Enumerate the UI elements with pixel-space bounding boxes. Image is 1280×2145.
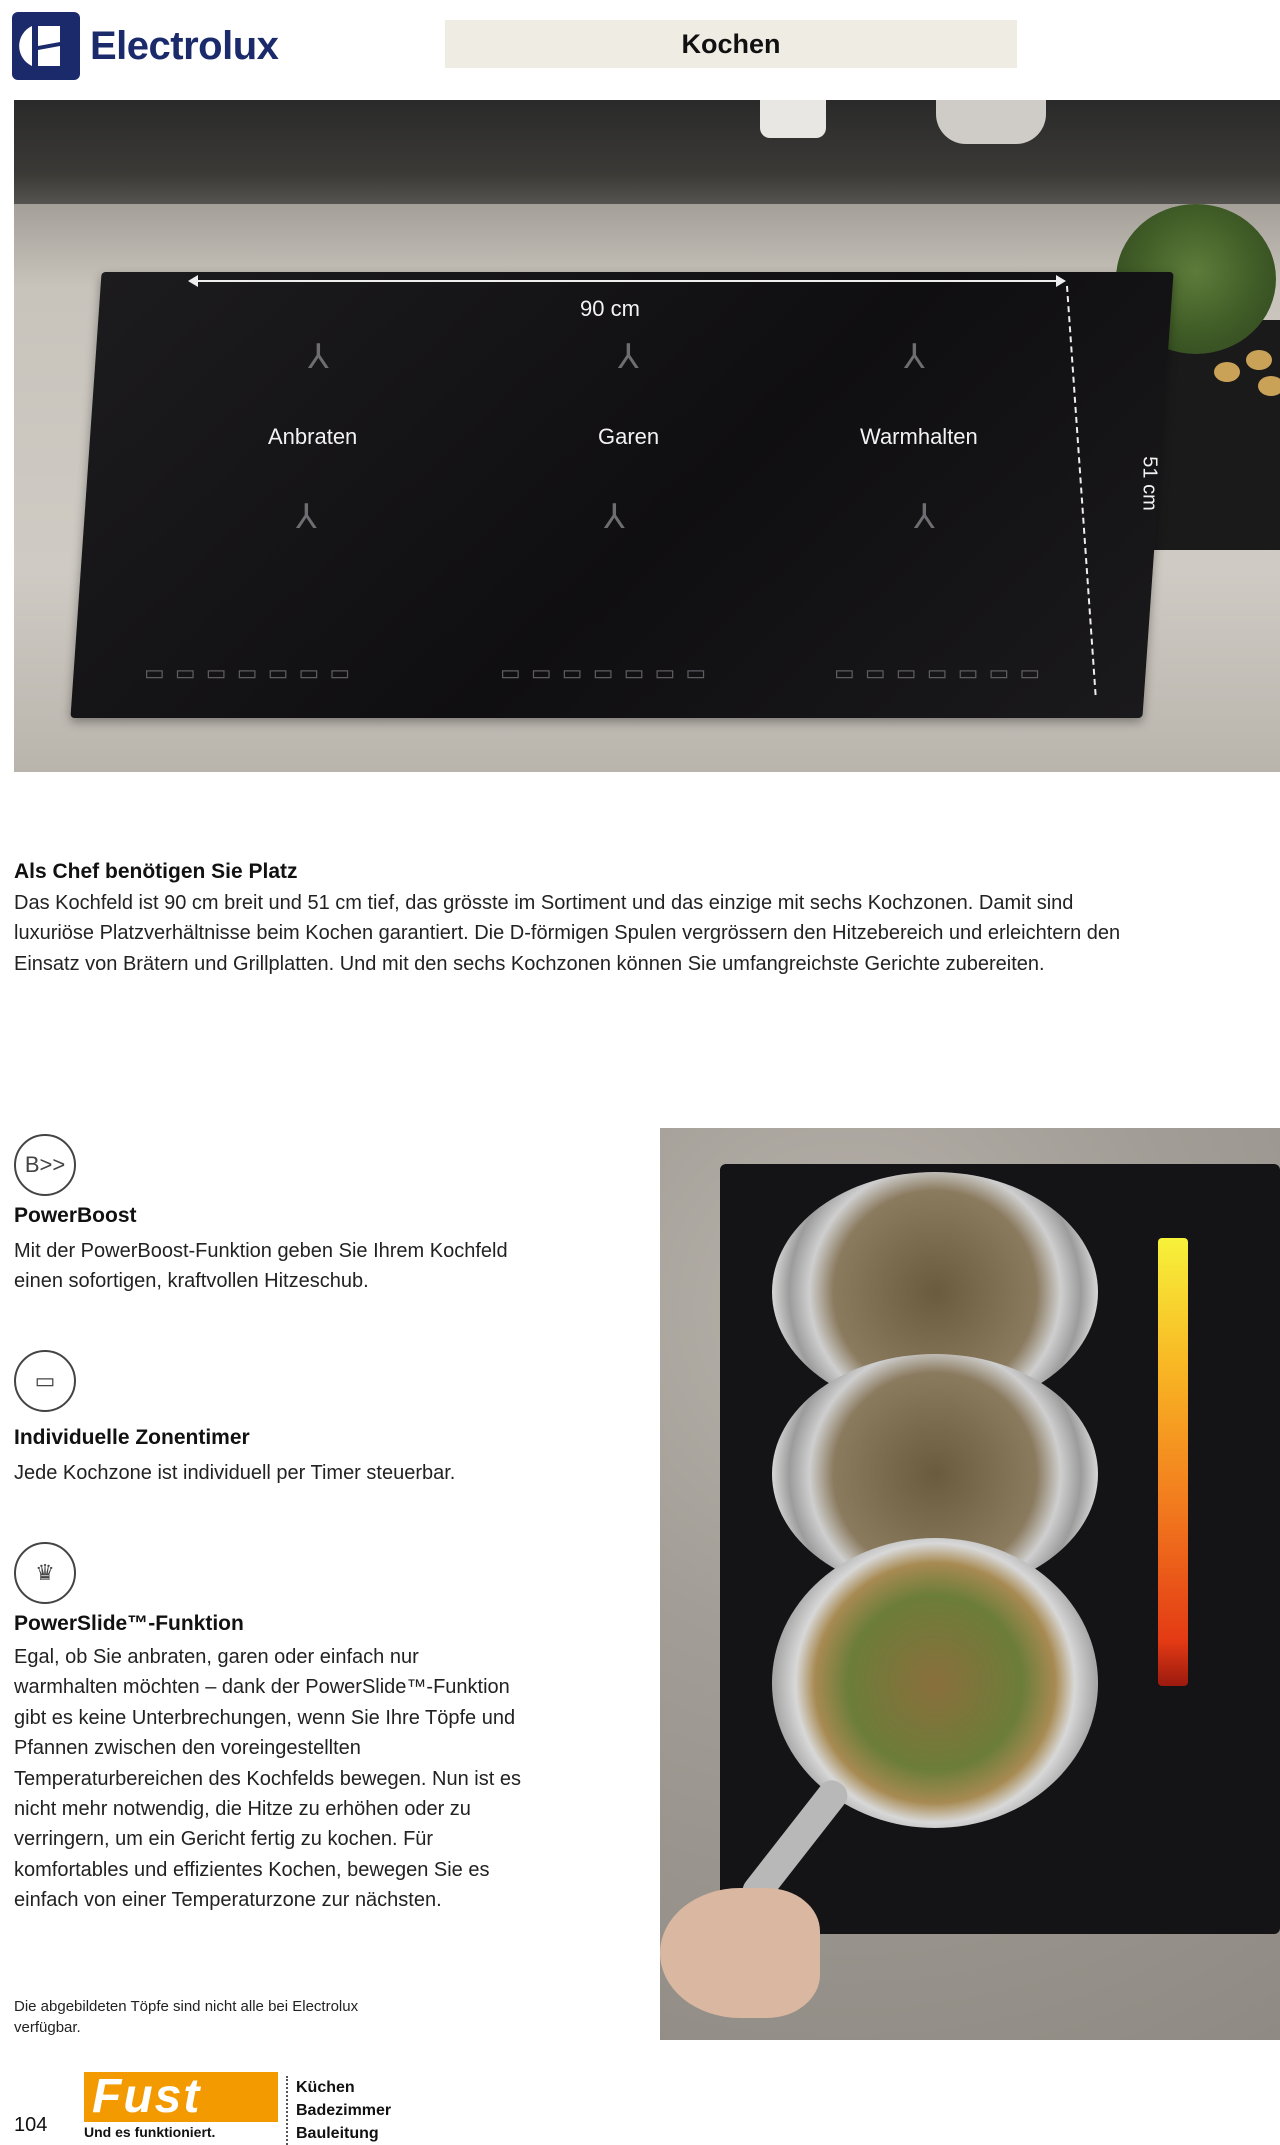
potato-decor — [1214, 362, 1240, 382]
division-kuechen: Küchen — [296, 2079, 355, 2096]
cooktop-photo — [14, 100, 1280, 772]
feature-title-zonentimer: Individuelle Zonentimer — [14, 1426, 250, 1449]
zone-label-garen: Garen — [598, 424, 660, 449]
cup-decor — [760, 100, 826, 138]
potato-decor — [1258, 376, 1280, 396]
intro-heading: Als Chef benötigen Sie Platz — [14, 860, 298, 883]
page-number: 104 — [14, 2114, 48, 2136]
potato-decor — [1246, 350, 1272, 370]
coil-mark-icon: ⅄ — [904, 338, 925, 376]
powerboost-icon: B>> — [14, 1134, 76, 1196]
zone-timer-icon: ▭ — [14, 1350, 76, 1412]
hand — [660, 1888, 820, 2018]
feature-text-powerboost: Mit der PowerBoost-Funktion geben Sie Ihrem Kochfeld einen sofortigen, kraftvollen Hitzeschub. — [14, 1240, 508, 1293]
touch-controls-icon: ▭ ▭ ▭ ▭ ▭ ▭ ▭ — [144, 660, 353, 685]
electrolux-logo — [12, 12, 278, 80]
division-badezimmer: Badezimmer — [296, 2102, 392, 2119]
brand-name: Electrolux — [90, 23, 279, 68]
feature-title-powerslide: PowerSlide™-Funktion — [14, 1612, 244, 1635]
feature-text-powerslide: Egal, ob Sie anbraten, garen oder einfach nur warmhalten möchten – dank der PowerSlide™-Funktion gibt es keine Unterbrechungen, wenn Sie Ihre Töpfe und Pfannen zwischen den voreingestellten Temperaturbereichen des Kochfelds bewegen. Nun ist es nicht mehr notwendig, die Hitze zu erhöhen oder zu verringern, um ein Gericht fertig zu kochen. Für komfortables und effizientes Kochen, bewegen Sie es einfach von einer Temperaturzone zur nächsten. — [14, 1646, 521, 1912]
chef-hat-icon: ♛ — [14, 1542, 76, 1604]
footnote: Die abgebildeten Töpfe sind nicht alle bei Electrolux verfügbar. — [14, 1998, 359, 2036]
feature-text-zonentimer: Jede Kochzone ist individuell per Timer steuerbar. — [14, 1462, 456, 1484]
zone-label-warmhalten: Warmhalten — [860, 424, 978, 449]
width-dimension-arrow — [192, 280, 1062, 282]
towel-decor — [936, 100, 1046, 144]
coil-mark-icon: ⅄ — [618, 338, 639, 376]
depth-dimension-label: 51 cm — [1138, 456, 1161, 511]
coil-mark-icon: ⅄ — [914, 498, 935, 536]
coil-mark-icon: ⅄ — [296, 498, 317, 536]
fust-divisions — [286, 2076, 391, 2145]
coil-mark-icon: ⅄ — [604, 498, 625, 536]
backsplash — [14, 100, 1280, 204]
electrolux-logo-icon — [12, 12, 80, 80]
section-title: Kochen — [445, 20, 1017, 68]
feature-title-powerboost: PowerBoost — [14, 1204, 137, 1227]
coil-mark-icon: ⅄ — [308, 338, 329, 376]
zone-label-anbraten: Anbraten — [268, 424, 358, 449]
division-bauleitung: Bauleitung — [296, 2125, 379, 2142]
fust-tagline: Und es funktioniert. — [84, 2124, 216, 2140]
touch-controls-icon: ▭ ▭ ▭ ▭ ▭ ▭ ▭ — [834, 660, 1043, 685]
touch-controls-icon: ▭ ▭ ▭ ▭ ▭ ▭ ▭ — [500, 660, 709, 685]
width-dimension-label: 90 cm — [580, 296, 640, 321]
fust-logo — [84, 2072, 278, 2140]
fust-wordmark: Fust — [84, 2072, 278, 2122]
intro-text: Das Kochfeld ist 90 cm breit und 51 cm tief, das grösste im Sortiment und das einzige mit sechs Kochzonen. Damit sind luxuriöse Platzverhältnisse beim Kochen garantiert. Die D-förmigen Spulen vergrössern den Hitzebereich und erleichtern den Einsatz von Brätern und Grillplatten. Und mit den sechs Kochzonen können Sie umfangreichste Gerichte zubereiten. — [14, 892, 1121, 975]
heat-gradient-bar — [1158, 1238, 1188, 1686]
powerslide-photo — [660, 1128, 1280, 2040]
